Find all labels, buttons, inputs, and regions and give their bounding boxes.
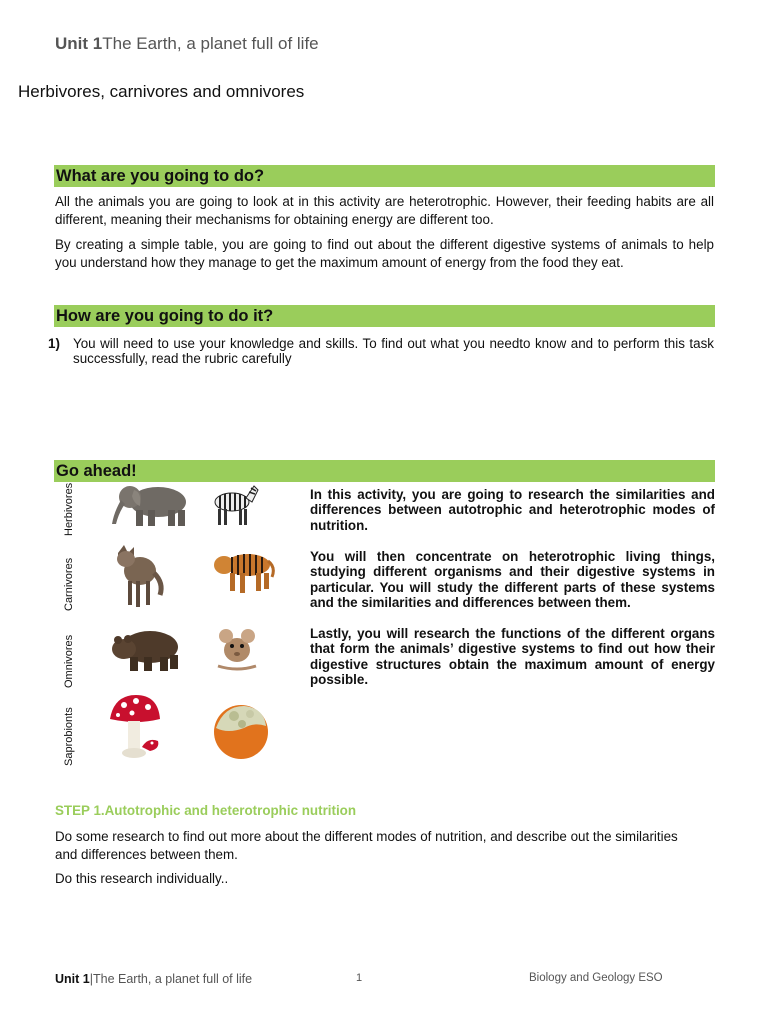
footer-separator: | (89, 972, 93, 986)
step1-paragraph-1: Do some research to find out more about the different modes of nutrition, and describe out the similarities and differences between them. (55, 829, 678, 862)
what-paragraph-1: All the animals you are going to look at in this activity are heterotrophic. However, their feeding habits are all different, meaning their mechanisms for obtaining energy are different too. (55, 194, 714, 227)
section-heading-how: How are you going to do it? (54, 305, 715, 327)
mushroom-icon (106, 693, 164, 761)
list-number: 1) (48, 336, 60, 351)
label-carnivores: Carnivores (63, 557, 75, 611)
footer-unit: Unit 1 (55, 972, 90, 986)
go-paragraph-3: Lastly, you will research the functions of the different organs that form the animals’ digestive systems to find out how their digestive structures obtain the maximum amount of energy possible. (310, 626, 715, 687)
label-herbivores: Herbivores (63, 482, 75, 536)
tiger-icon (210, 545, 276, 595)
footer-title: The Earth, a planet full of life (92, 972, 253, 986)
section-heading-go: Go ahead! (54, 460, 715, 482)
wolf-icon (110, 543, 168, 609)
label-omnivores: Omnivores (63, 634, 75, 688)
header-title: The Earth, a planet full of life (102, 34, 319, 53)
mouse-icon (212, 626, 262, 672)
list-text: You will need to use your knowledge and skills. To find out what you needto know and to perform this task successfully, read the rubric carefully (73, 336, 714, 366)
section-heading-what: What are you going to do? (54, 165, 715, 187)
what-paragraph-2: By creating a simple table, you are going to find out about the different digestive systems of animals to help you understand how they manage to get the maximum amount of energy from the food they eat. (55, 237, 714, 270)
go-paragraph-1: In this activity, you are going to research the similarities and differences between autotrophic and heterotrophic modes of nutrition. (310, 487, 715, 533)
footer-left (55, 972, 252, 986)
bear-icon (110, 625, 182, 673)
header-unit: Unit 1 (55, 34, 103, 53)
go-paragraph-2: You will then concentrate on heterotrophic living things, studying different organisms and their digestive systems in particular. You will study the different parts of these systems and the similarities and differences between them. (310, 549, 715, 610)
document-title: Herbivores, carnivores and omnivores (18, 82, 305, 101)
step1-title: STEP 1.Autotrophic and heterotrophic nutrition (55, 803, 357, 818)
zebra-icon (208, 482, 260, 528)
footer-subject: Biology and Geology ESO (529, 972, 663, 984)
page-number: 1 (356, 972, 363, 984)
page-header (55, 34, 319, 54)
elephant-icon (108, 482, 192, 528)
moldy-orange-icon (210, 700, 272, 762)
label-saprobionts: Saprobionts (63, 707, 75, 766)
step1-paragraph-2: Do this research individually.. (55, 871, 229, 886)
